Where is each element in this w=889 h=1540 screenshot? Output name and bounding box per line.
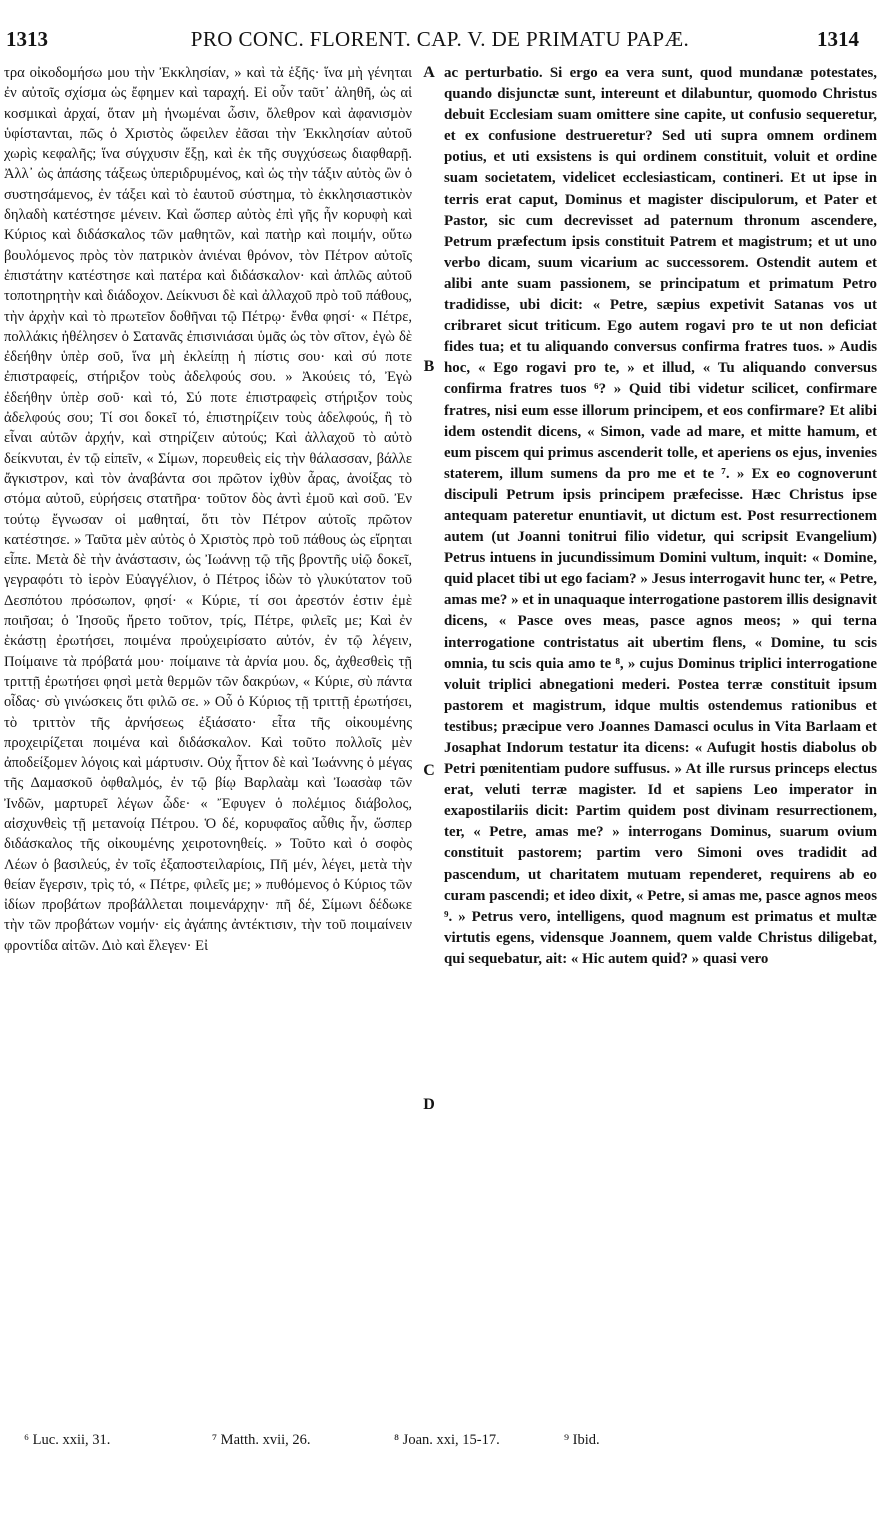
page-header — [0, 0, 889, 64]
footnote-6: ⁶ Luc. xxii, 31. — [24, 1432, 111, 1448]
margin-marker-b: B — [423, 358, 435, 375]
margin-marker-c: C — [423, 762, 435, 779]
footnote-9: ⁹ Ibid. — [564, 1432, 600, 1448]
page-number-right: 1314 — [817, 27, 859, 51]
footnote-7: ⁷ Matth. xvii, 26. — [212, 1432, 311, 1448]
margin-marker-a: A — [423, 64, 435, 81]
margin-marker-d: D — [423, 1096, 435, 1113]
running-title: PRO CONC. FLORENT. CAP. V. DE PRIMATU PAPÆ. — [190, 27, 690, 51]
greek-column — [4, 63, 412, 956]
latin-column — [444, 63, 877, 970]
footnote-8: ⁸ Joan. xxi, 15-17. — [394, 1432, 500, 1448]
footnotes — [0, 1432, 889, 1472]
latin-text: ac perturbatio. Si ergo ea vera sunt, quod mundanæ potestates, quando disjunctæ sunt, intereunt et dilabuntur, quomodo Christus debuit Ecclesiam suam omittere sine capite, ut confusio sequeretur, et ex confusione destrueretur? Sed uti supra omnem ordinem potius, et uti exsistens is qui ordinem constituit, voluit et ordine suam societatem, videlicet ecclesiasticam, contineri. Et ut ipse in terris erat caput, Dominus et magister discipulorum, et Pater et Pastor, sic cum decrevisset ad paternum thronum ascendere, Petrum præfectum ipsis constituit Patrem et magistrum; et ut uno verbo dicam, suum vicarium ac successorem. Ostendit autem et alibi ante suam passionem, se principatum et primatum Petro tradidisse, ubi dicit: « Petre, sæpius expetivit Satanas vos ut cribraret sicut triticum. Ego autem rogavi pro te ut non deficiat fides tua; et tu aliquando conversus confirma fratres tuos. » Audis hoc, « Ego rogavi pro te, » et illud, « Tu aliquando conversus confirma fratres tuos ⁶? » Quid tibi videtur scilicet, confirmare fratres, nisi eum esse illorum principem, et eos confirmare? Et alibi idem ostendit dicens, « Simon, vade ad mare, et mitte hamum, et eum piscem qui primus ascenderit tolle, et aperiens os ejus, invenies staterem, illum sumens da pro me et te ⁷. » Ex eo cognoverunt discipuli Petrum ipsis principem præfecisse. Hæc Christus ipse antequam pateretur enuntiavit, ut dictum est. Post resurrectionem autem (ut Joanni tonitrui filio videtur, qui scripsit Evangelium) Petrus intuens in jucundissimum Domini vultum, inquit: « Domine, quid placet tibi ut ego faciam? » Jesus interrogavit hunc ter, « Petre, amas me? » et in unaquaque interrogatione pastorem illis designavit dicens, « Pasce oves meas, pasce agnos meos; » qui terna interrogatione contristatus ait ubertim flens, « Domine, tu scis omnia, tu scis quia amo te ⁸, » cujus Dominus triplici interrogatione voluit triplici abnegationi mederi. Postea terræ constituit ipsum pastorem et magistrum, idque multis ostendemus rationibus et testibus; præcipue vero Joannes Damasci oculus in Vita Barlaam et Josaphat Indorum testatur ita dicens: « Aufugit hostis diabolus ob Petri pœnitentiam pudore suffusus. » At ille rursus princeps electus erat, veluti terræ magister. Id et sapiens Leo imperator in exapostilariis dicit: Partim quidem post divinam resurrectionem, ter, « Petre, amas me? » interrogans Dominus, suarum ovium constituit pastorem; partim vero Simoni oves tradidit ad pascendum, ut charitatem mutuam rependeret, requirens ab eo curam pascendi; et ideo dixit, « Petre, si amas me, pasce agnos meos ⁹. » Petrus vero, intelligens, quod magnum est primatus et multæ virtutis egens, vidensque Joannem, quem valde Christus diligebat, qui sequebatur, ait: « Hic autem quid? » quasi vero — [444, 65, 877, 967]
page-number-left: 1313 — [6, 27, 48, 51]
greek-text: τρα οἰκοδομήσω μου τὴν Ἐκκλησίαν, » καὶ τὰ ἑξῆς· ἵνα μὴ γένηται ἐν αὐτοῖς σχίσμα ὡς ἔφημεν καὶ ταραχή. Εἰ οὖν ταῦτ᾽ ἀληθῆ, ὡς αἱ κοσμικαὶ ἀρχαί, ὅταν μὴ ἡνωμέναι ὦσιν, ὄλεθρον καὶ ἀφανισμὸν ὑφίστανται, πῶς ὁ Χριστὸς ὤφειλεν ἐᾶσαι τὴν Ἐκκλησίαν αὐτοῦ χωρὶς κεφαλῆς; ἵνα σύγχυσιν ἕξῃ, καὶ ἐκ τῆς συγχύσεως διαφθαρῇ. Ἀλλ᾽ ὡς ἁπάσης τάξεως ὑπεριδρυμένος, καὶ ὡς τὴν τάξιν αὐτὸς ὢν ὁ συστησάμενος, ἐν τάξει καὶ τὸ ἑαυτοῦ σύστημα, τὸ ἐκκλησιαστικὸν δηλαδὴ κατέστησε μένειν. Καὶ ὥσπερ αὐτὸς ἐπὶ γῆς ἦν κορυφὴ καὶ Κύριος καὶ διδάσκαλος τῶν μαθητῶν, καὶ πατὴρ καὶ ποιμήν, οὕτω βουλόμενος πρὸς τὸν πατρικὸν ἀνιέναι θρόνον, τὸν Πέτρον αὐτοῖς ἐπιστάτην κατέστησε καὶ πατέρα καὶ διδάσκαλον· καὶ ἁπλῶς αὐτοῦ τοποτηρητὴν καὶ διάδοχον. Δείκνυσι δὲ καὶ ἀλλαχοῦ πρὸ τοῦ πάθους, τὴν ἀρχὴν καὶ τὸ πρωτεῖον δοθῆναι τῷ Πέτρῳ· ἔνθα φησί· « Πέτρε, πολλάκις ἠθέλησεν ὁ Σατανᾶς ἐπισινιάσαι ὑμᾶς ὡς τὸν σῖτον, ἐγὼ δὲ ἐδεήθην ὑπὲρ σοῦ, ἵνα μὴ ἐκλείπῃ ἡ πίστις σου· καὶ σύ ποτε ἐπιστραφείς, στήριξον τοὺς ἀδελφούς σου. » Ἀκούεις τό, Ἐγὼ ἐδεήθην ὑπὲρ σοῦ· καὶ τό, Σύ ποτε ἐπιστραφεὶς στήριξον τοὺς ἀδελφούς σου; Τί σοι δοκεῖ τό, ἐπιστηρίζειν τοὺς ἀδελφούς, ἢ τὸ εἶναι αὐτῶν ἀρχήν, καὶ στηρίζειν αὐτούς; Καὶ ἀλλαχοῦ τὸ αὐτὸ δείκνυται, ἐν τῷ εἰπεῖν, « Σίμων, πορευθεὶς εἰς τὴν θάλασσαν, βάλλε ἄγκιστρον, καὶ τὸν ἀναβάντα σοι πρῶτον ἰχθὺν ἆρας, ἀνοίξας τὸ στόμα αὐτοῦ, εὑρήσεις στατῆρα· τοῦτον δὸς ἀντὶ ἐμοῦ καὶ σοῦ. Ἐν τούτῳ ἔγνωσαν οἱ μαθηταί, ὅτι τὸν Πέτρον αὐτοῖς πρῶτον κατέστησε. » Ταῦτα μὲν αὐτὸς ὁ Χριστὸς πρὸ τοῦ πάθους ὡς εἴρηται εἶπε. Μετὰ δὲ τὴν ἀνάστασιν, ὡς Ἰωάννῃ τῷ τῆς βροντῆς υἱῷ δοκεῖ, γεγραφότι τὸ ἱερὸν Εὐαγγέλιον, ὁ Πέτρος ἰδὼν τὸ γλυκύτατον τοῦ Δεσπότου πρόσωπον, φησί· « Κύριε, τί σοι ἀρεστόν ἐστιν ἐμὲ ποιῆσαι; ὁ Ἰησοῦς ἤρετο τοῦτον, τρίς, Πέτρε, φιλεῖς με; Καὶ ἐν ἑκάστῃ ἐρωτήσει, ποιμένα προὐχειρίσατο αὐτόν, ἐν τῷ λέγειν, Ποίμαινε τὰ πρόβατά μου· ποίμαινε τὰ ἀρνία μου. δς, ἀχθεσθεὶς τῇ τριττῇ ἐρωτήσει φησὶ μετὰ θερμῶν τῶν δακρύων, « Κύριε, σὺ πάντα οἶδας· σὺ γινώσκεις ὅτι φιλῶ σε. » Οὗ ὁ Κύριος τῇ τριττῇ ἐρωτήσει, τὸ τριττὸν τῆς ἀρνήσεως ἐξιάσατο· εἶτα τῆς οἰκουμένης προχειρίζεται ποιμένα καὶ διδάσκαλον. Καὶ τοῦτο πολλοῖς μὲν ἀποδείξομεν λόγοις καὶ μάρτυσιν. Οὐχ ἧττον δὲ καὶ Ἰωάννης ὁ μέγας τῆς Δαμασκοῦ ὀφθαλμός, ἐν τῷ βίῳ Βαρλαὰμ καὶ Ἰωασὰφ τῶν Ἰνδῶν, μαρτυρεῖ λέγων ὧδε· « Ἔφυγεν ὁ πολέμιος διάβολος, αἰσχυνθεὶς τῇ μετανοίᾳ Πέτρου. Ὁ δέ, κορυφαῖος αὖθις ἦν, ὥσπερ διδάσκαλος τῆς οἰκουμένης χειροτονηθείς. » Τοῦτο καὶ ὁ σοφὸς Λέων ὁ βασιλεύς, ἐν τοῖς ἐξαποστειλαρίοις, Πῆ μέν, λέγει, μετὰ τὴν θείαν ἔγερσιν, τρὶς τό, « Πέτρε, φιλεῖς με; » πυθόμενος ὁ Κύριος τῶν ἰδίων προβάτων προβάλλεται ποιμενάρχην· πῆ δέ, Σίμωνι δέδωκε τὴν τῶν προβάτων νομήν· εἰς ἀγάπης ἀντέκτισιν, τὴν τοῦ ποιμαίνειν φροντίδα αἰτῶν. Διὸ καὶ ἔλεγεν· Εἰ — [4, 65, 412, 954]
